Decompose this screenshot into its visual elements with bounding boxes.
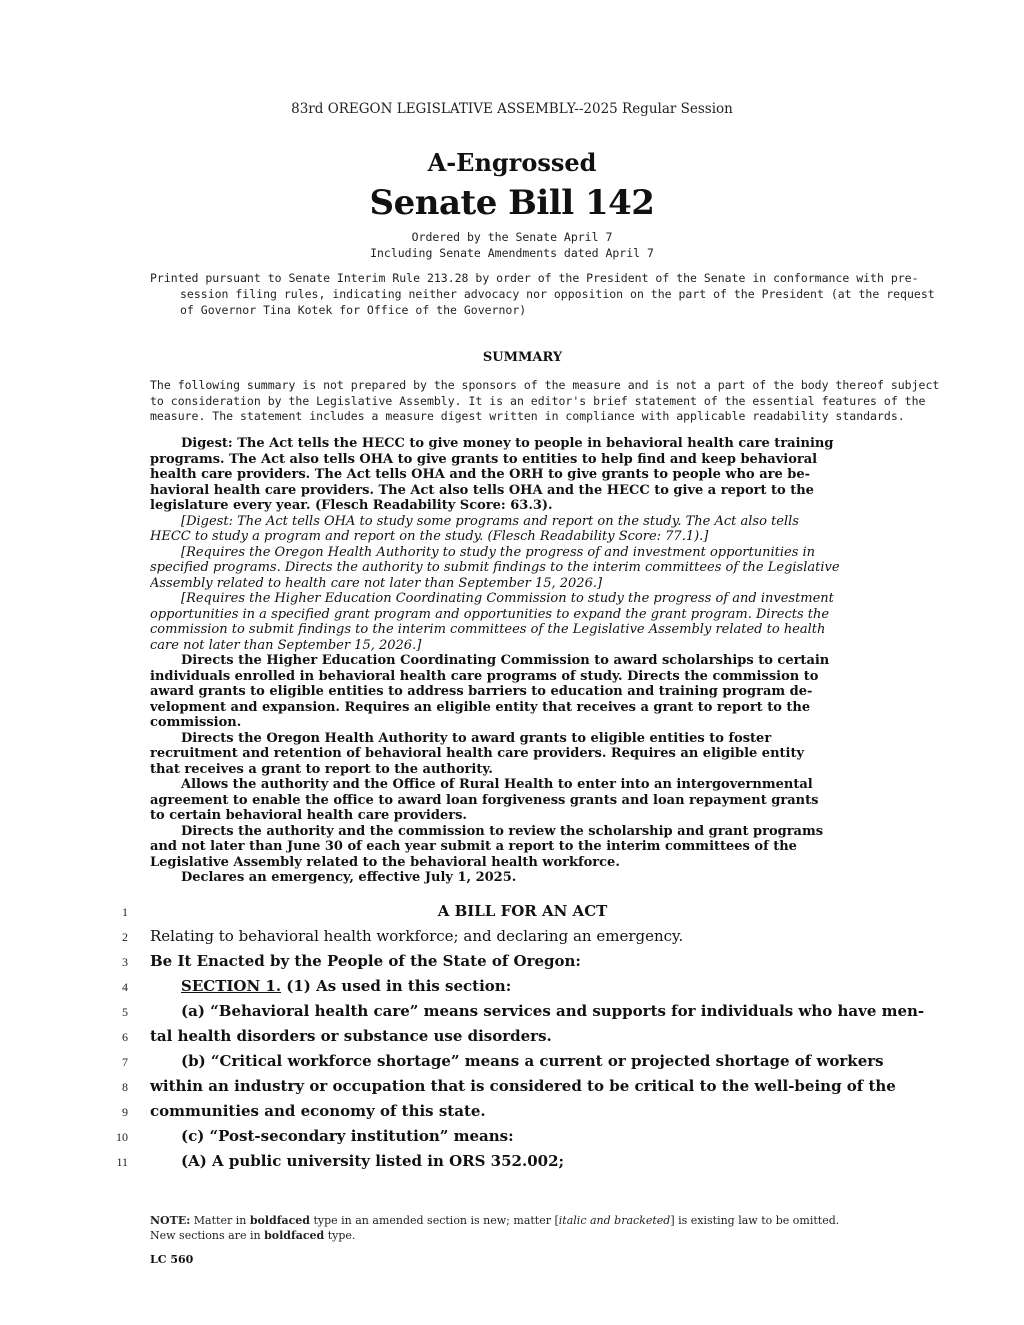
allows-line: Allows the authority and the Office of Rural Health to enter into an intergovernmental xyxy=(181,777,813,792)
directs-hecc-line: velopment and expansion. Requires an eligible entity that receives a grant to report to the xyxy=(150,699,811,715)
digest-line: legislature every year. (Flesch Readability Score: 63.3). xyxy=(150,498,553,513)
definition-b-cont: communities and economy of this state. xyxy=(150,1102,486,1120)
note-text: ] is existing law to be omitted. xyxy=(670,1214,840,1227)
printed-line: session filing rules, indicating neither advocacy nor opposition on the part of the President (at the request xyxy=(180,287,935,301)
section-label: SECTION 1. xyxy=(181,977,282,995)
line-number: 5 xyxy=(122,1005,128,1019)
digest-line: programs. The Act also tells OHA to give grants to entities to help find and keep behavioral xyxy=(150,451,818,467)
line-number: 11 xyxy=(116,1155,128,1169)
definition-b: (b) “Critical workforce shortage” means a current or projected shortage of workers xyxy=(181,1052,884,1070)
summary-intro-line: The following summary is not prepared by the sponsors of the measure and is not a part of the body thereof subject xyxy=(150,378,940,392)
deleted-digest-line: [Digest: The Act tells OHA to study some programs and report on the study. The Act also tells xyxy=(181,513,799,529)
summary-intro xyxy=(150,378,940,425)
definition-c-a: (A) A public university listed in ORS 352.002; xyxy=(181,1152,565,1170)
summary-intro-line: to consideration by the Legislative Assembly. It is an editor's brief statement of the essential features of the xyxy=(150,393,926,408)
directs-oha-line: recruitment and retention of behavioral health care providers. Requires an eligible entity xyxy=(150,746,805,761)
digest-line: health care providers. The Act tells OHA and the ORH to give grants to people who are be- xyxy=(150,467,811,482)
printed-line: Printed pursuant to Senate Interim Rule 213.28 by order of the President of the Senate in conformance with pre- xyxy=(150,271,919,285)
printed-line: of Governor Tina Kotek for Office of the Governor) xyxy=(180,303,527,317)
directs-hecc-line: award grants to eligible entities to address barriers to education and training program de- xyxy=(150,684,813,699)
deleted-oha-line: specified programs. Directs the authority to submit findings to the interim committees of the Legislative xyxy=(150,560,840,575)
definition-a: (a) “Behavioral health care” means services and supports for individuals who have men- xyxy=(181,1002,925,1020)
relating-clause: Relating to behavioral health workforce; and declaring an emergency. xyxy=(150,927,684,945)
amendments-line: Including Senate Amendments dated April 7 xyxy=(370,246,654,260)
note-text: type in an amended section is new; matter [ xyxy=(309,1214,559,1227)
bill-line xyxy=(0,1052,1024,1077)
bill-line xyxy=(0,952,1024,977)
note-label: NOTE: xyxy=(150,1214,191,1227)
allows-line: to certain behavioral health care providers. xyxy=(150,808,467,823)
emergency-line: Declares an emergency, effective July 1, 2025. xyxy=(181,870,517,885)
deleted-oha-line: Assembly related to health care not later than September 15, 2026.] xyxy=(150,575,603,591)
printed-pursuant xyxy=(150,270,935,318)
note-text: type. xyxy=(324,1229,356,1242)
section-1-line xyxy=(150,977,926,995)
footnote xyxy=(150,1213,895,1243)
bill-title: Senate Bill 142 xyxy=(369,183,655,223)
line-number: 6 xyxy=(122,1030,128,1044)
deleted-oha-line: [Requires the Oregon Health Authority to study the progress of and investment opportunities in xyxy=(181,544,816,560)
line-number: 9 xyxy=(122,1105,128,1119)
directs-oha-line: that receives a grant to report to the authority. xyxy=(150,761,493,777)
directs-review-line: and not later than June 30 of each year submit a report to the interim committees of the xyxy=(150,839,797,854)
note-italic: italic and bracketed xyxy=(558,1214,671,1227)
note-text: New sections are in xyxy=(150,1229,265,1242)
digest-line: Digest: The Act tells the HECC to give money to people in behavioral health care training xyxy=(181,436,834,451)
note-bold: boldfaced xyxy=(264,1229,325,1242)
deleted-hecc-line: commission to submit findings to the interim committees of the Legislative Assembly related to health xyxy=(150,622,826,637)
act-heading: A BILL FOR AN ACT xyxy=(437,902,608,920)
enacting-clause: Be It Enacted by the People of the State of Oregon: xyxy=(150,952,581,970)
digest-line: havioral health care providers. The Act also tells OHA and the HECC to give a report to the xyxy=(150,482,814,498)
session-header: 83rd OREGON LEGISLATIVE ASSEMBLY--2025 Regular Session xyxy=(291,101,733,117)
definition-b-cont: within an industry or occupation that is considered to be critical to the well-being of the xyxy=(150,1077,896,1095)
bill-line xyxy=(0,902,1024,927)
deleted-hecc-line: opportunities in a specified grant program and opportunities to expand the grant program. Directs the xyxy=(150,606,830,622)
directs-hecc-line: Directs the Higher Education Coordinating Commission to award scholarships to certain xyxy=(181,653,830,668)
lc-number: LC 560 xyxy=(150,1253,194,1266)
note-line-2 xyxy=(150,1228,895,1243)
version-label: A-Engrossed xyxy=(427,148,597,177)
bill-line xyxy=(0,1002,1024,1027)
bill-line xyxy=(0,927,1024,952)
ordered-block xyxy=(0,229,1024,261)
bill-line xyxy=(0,1152,1024,1177)
allows-line: agreement to enable the office to award loan forgiveness grants and loan repayment grants xyxy=(150,792,819,808)
deleted-digest-line: HECC to study a program and report on the study. (Flesch Readability Score: 77.1).] xyxy=(150,529,709,544)
bill-line xyxy=(0,1027,1024,1052)
note-bold: boldfaced xyxy=(249,1214,310,1227)
section-text: (1) As used in this section: xyxy=(281,977,512,995)
digest-block xyxy=(150,436,895,886)
summary-heading: SUMMARY xyxy=(482,350,563,365)
line-number: 2 xyxy=(122,930,128,944)
ordered-line: Ordered by the Senate April 7 xyxy=(411,230,613,244)
definition-c: (c) “Post-secondary institution” means: xyxy=(181,1127,514,1145)
summary-intro-line: measure. The statement includes a measure digest written in compliance with applicable readability standards. xyxy=(150,409,905,423)
bill-line xyxy=(0,1127,1024,1152)
bill-line xyxy=(0,977,1024,1002)
directs-oha-line: Directs the Oregon Health Authority to award grants to eligible entities to foster xyxy=(181,730,772,746)
note-line-1 xyxy=(150,1213,895,1228)
line-number: 4 xyxy=(122,980,128,994)
line-number: 10 xyxy=(116,1130,128,1144)
directs-hecc-line: commission. xyxy=(150,715,242,730)
line-number: 3 xyxy=(122,955,128,969)
line-number: 7 xyxy=(122,1055,128,1069)
directs-hecc-line: individuals enrolled in behavioral health care programs of study. Directs the commission to xyxy=(150,668,819,684)
definition-a-cont: tal health disorders or substance use disorders. xyxy=(150,1027,552,1045)
bill-line xyxy=(0,1102,1024,1127)
note-text: Matter in xyxy=(190,1214,250,1227)
directs-review-line: Legislative Assembly related to the behavioral health workforce. xyxy=(150,854,620,870)
line-number: 1 xyxy=(122,905,128,919)
line-number: 8 xyxy=(122,1080,128,1094)
deleted-hecc-line: care not later than September 15, 2026.] xyxy=(150,637,422,653)
directs-review-line: Directs the authority and the commission to review the scholarship and grant programs xyxy=(181,823,824,839)
deleted-hecc-line: [Requires the Higher Education Coordinating Commission to study the progress of and investment xyxy=(181,591,834,606)
bill-line xyxy=(0,1077,1024,1102)
